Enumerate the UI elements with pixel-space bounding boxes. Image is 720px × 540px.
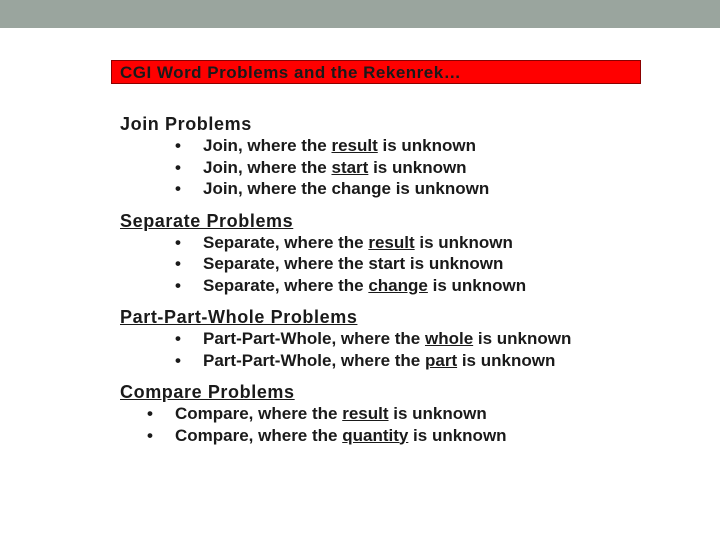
list-item: • Separate, where the start is unknown [175,254,504,273]
key-term: quantity [342,425,409,445]
bullet-icon: • [175,179,181,198]
key-term: result [368,232,415,252]
bullet-icon: • [175,275,181,295]
bullet-icon: • [147,425,153,445]
list-item: • Compare, where the quantity is unknown [147,425,507,445]
section-separate [120,210,680,297]
list-item: • Join, where the start is unknown [175,157,467,177]
item-list [120,232,680,297]
section-compare [120,381,680,446]
slide-content [120,113,680,456]
bullet-icon: • [175,232,181,252]
list-item: • Part-Part-Whole, where the part is unknown [175,350,556,370]
section-heading: Compare Problems [120,382,295,402]
list-item: • Compare, where the result is unknown [147,404,487,423]
bullet-icon: • [175,157,181,177]
bullet-icon: • [175,136,181,155]
list-item: • Join, where the change is unknown [175,179,490,198]
bullet-icon: • [175,254,181,273]
key-term: whole [424,329,474,348]
bullet-icon: • [175,329,181,348]
list-item: • Part-Part-Whole, where the whole is unknown [175,329,572,348]
bullet-icon: • [175,350,181,370]
slide-title: CGI Word Problems and the Rekenrek… [111,60,641,84]
key-term: part [424,350,458,370]
list-item: • Separate, where the change is unknown [175,275,527,295]
key-term: start [331,157,369,177]
item-list [120,403,680,446]
section-part-part-whole [120,306,680,371]
key-term: result [342,404,389,423]
item-list [120,328,680,371]
section-heading: Join Problems [120,114,252,134]
key-term: change [368,275,428,295]
key-term: result [331,136,378,155]
section-heading: Part-Part-Whole Problems [120,307,358,327]
section-heading: Separate Problems [120,210,294,231]
section-join [120,113,680,200]
item-list [120,135,680,200]
list-item: • Separate, where the result is unknown [175,232,513,252]
list-item: • Join, where the result is unknown [175,136,477,155]
slide-header-band [0,0,720,28]
bullet-icon: • [147,404,153,423]
